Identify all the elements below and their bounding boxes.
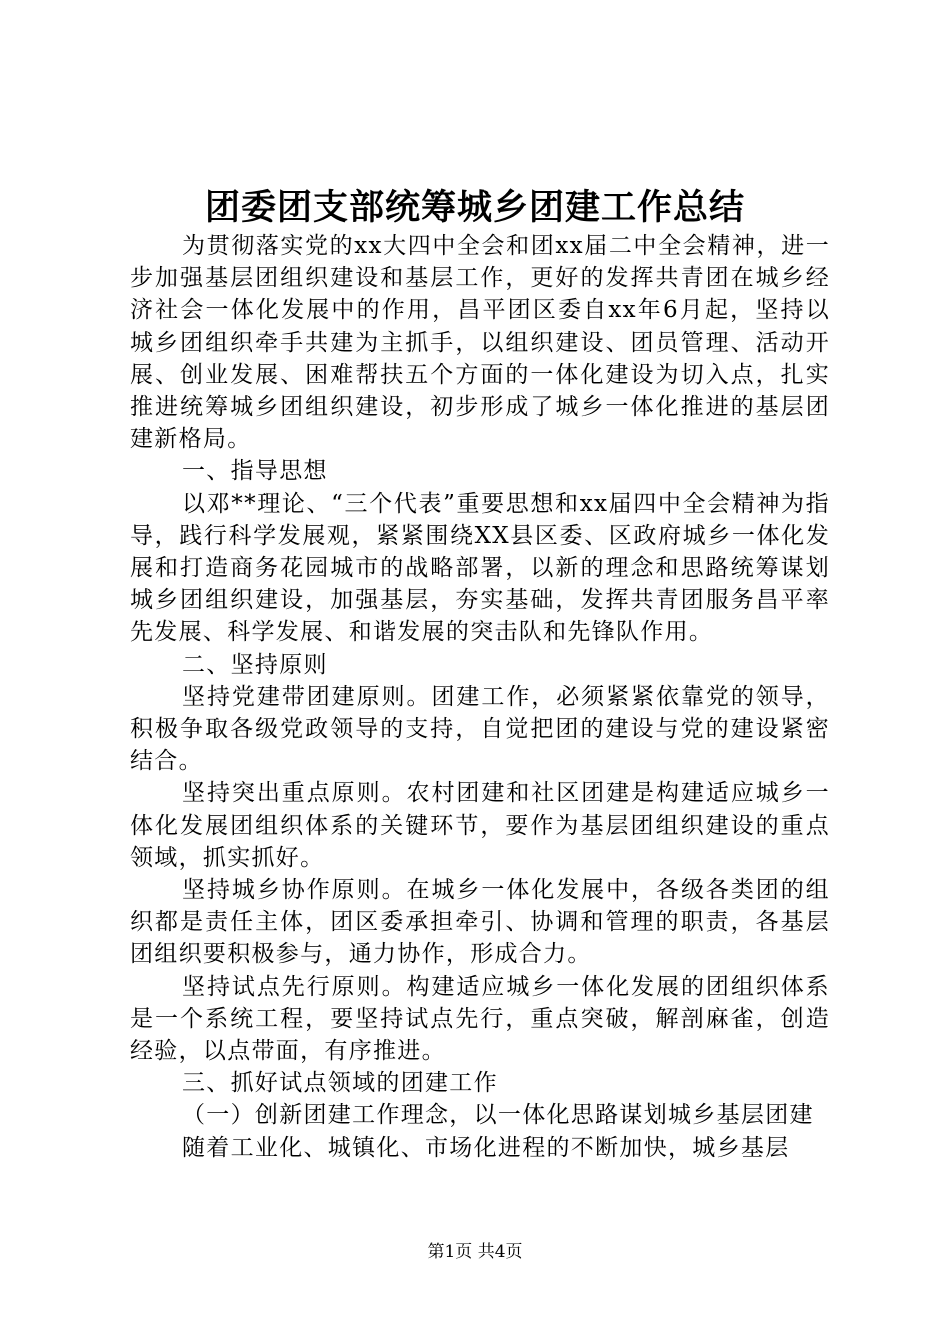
document-title: 团委团支部统筹城乡团建工作总结 [204, 187, 745, 228]
principle-paragraph-key-points: 坚持突出重点原则。农村团建和社区团建是构建适应城乡一体化发展团组织体系的关键环节，要作为基层团组织建设的重点领域，抓实抓好。 [130, 780, 830, 871]
principle-paragraph-pilot: 坚持试点先行原则。构建适应城乡一体化发展的团组织体系是一个系统工程，要坚持试点先行，重点突破，解剖麻雀，创造经验，以点带面，有序推进。 [130, 973, 830, 1065]
intro-paragraph: 为贯彻落实党的xx大四中全会和团xx届二中全会精神，进一步加强基层团组织建设和基层工作，更好的发挥共青团在城乡经济社会一体化发展中的作用，昌平团区委自xx年6月起，坚持以城乡团组织牵手共建为主抓手，以组织建设、团员管理、活动开展、创业发展、困难帮扶五个方面的一体化建设为切入点，扎实推进统筹城乡团组织建设，初步形成了城乡一体化推进的基层团建新格局。 [130, 233, 830, 453]
document-body [130, 230, 830, 1164]
principle-paragraph-party-building: 坚持党建带团建原则。团建工作，必须紧紧依靠党的领导，积极争取各级党政领导的支持，自觉把团的建设与党的建设紧密结合。 [130, 683, 830, 775]
subsection-heading-innovation: （一）创新团建工作理念，以一体化思路谋划城乡基层团建 [182, 1102, 814, 1129]
page-footer: 第1页 共4页 [427, 1242, 523, 1262]
section-heading-principles: 二、坚持原则 [182, 651, 328, 678]
closing-paragraph: 随着工业化、城镇化、市场化进程的不断加快，城乡基层 [182, 1134, 790, 1161]
principle-paragraph-cooperation: 坚持城乡协作原则。在城乡一体化发展中，各级各类团的组织都是责任主体，团区委承担牵引、协调和管理的职责，各基层团组织要积极参与，通力协作，形成合力。 [130, 877, 830, 968]
guiding-ideology-paragraph: 以邓**理论、“三个代表”重要思想和xx届四中全会精神为指导，践行科学发展观，紧紧围绕XX县区委、区政府城乡一体化发展和打造商务花园城市的战略部署，以新的理念和思路统筹谋划城乡团组织建设，加强基层，夯实基础，发挥共青团服务昌平率先发展、科学发展、和谐发展的突击队和先锋队作用。 [130, 490, 830, 646]
section-heading-guiding-ideology: 一、指导思想 [182, 458, 328, 485]
section-heading-pilot-work: 三、抓好试点领域的团建工作 [182, 1070, 498, 1097]
